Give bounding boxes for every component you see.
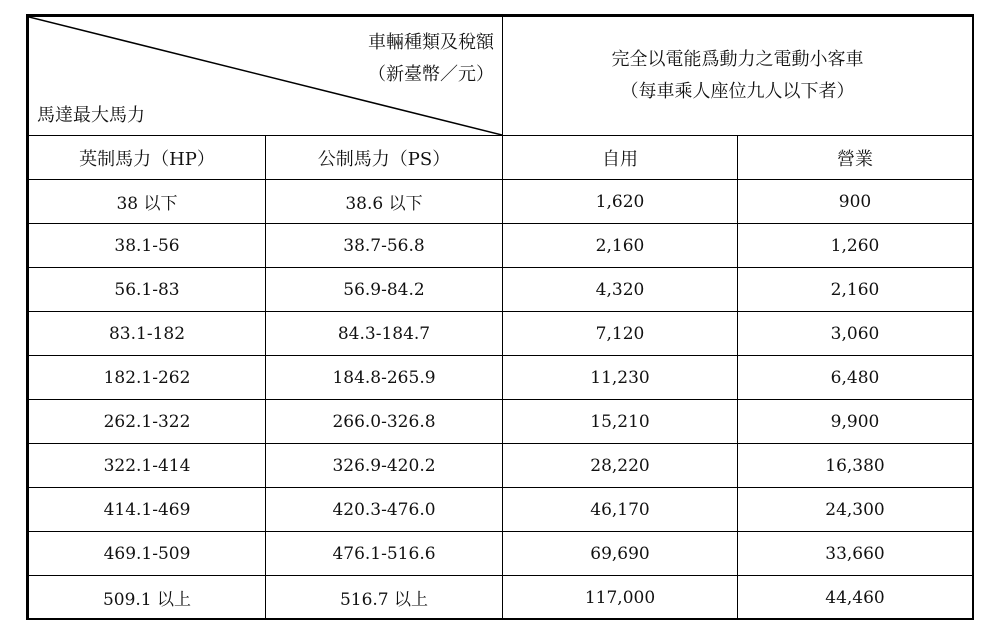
column-header-business: 營業 <box>738 136 973 180</box>
table-row <box>29 224 973 268</box>
cell-ps: 420.3-476.0 <box>266 488 503 532</box>
cell-business: 1,260 <box>738 224 973 268</box>
table-row <box>29 532 973 576</box>
cell-private: 1,620 <box>503 180 738 224</box>
cell-business: 3,060 <box>738 312 973 356</box>
table-row <box>29 268 973 312</box>
vehicle-type-line1: 完全以電能爲動力之電動小客車 <box>611 49 864 70</box>
cell-hp: 469.1-509 <box>29 532 266 576</box>
cell-business: 16,380 <box>738 444 973 488</box>
corner-top-line2: （新臺幣／元） <box>368 64 494 85</box>
cell-ps: 326.9-420.2 <box>266 444 503 488</box>
cell-ps: 56.9-84.2 <box>266 268 503 312</box>
cell-ps: 84.3-184.7 <box>266 312 503 356</box>
table-header-top-row <box>29 17 973 136</box>
cell-ps: 266.0-326.8 <box>266 400 503 444</box>
cell-private: 4,320 <box>503 268 738 312</box>
cell-hp: 414.1-469 <box>29 488 266 532</box>
cell-private: 7,120 <box>503 312 738 356</box>
table-row <box>29 180 973 224</box>
cell-ps: 38.7-56.8 <box>266 224 503 268</box>
column-header-private: 自用 <box>503 136 738 180</box>
cell-private: 11,230 <box>503 356 738 400</box>
cell-private: 69,690 <box>503 532 738 576</box>
table-row <box>29 356 973 400</box>
cell-hp: 83.1-182 <box>29 312 266 356</box>
corner-bottom-label: 馬達最大馬力 <box>37 105 145 126</box>
cell-private: 117,000 <box>503 576 738 620</box>
cell-private: 46,170 <box>503 488 738 532</box>
cell-business: 9,900 <box>738 400 973 444</box>
cell-ps: 516.7 以上 <box>266 576 503 620</box>
column-header-row <box>29 136 973 180</box>
cell-business: 33,660 <box>738 532 973 576</box>
cell-ps: 476.1-516.6 <box>266 532 503 576</box>
column-header-hp: 英制馬力（HP） <box>29 136 266 180</box>
table-row <box>29 576 973 620</box>
cell-business: 900 <box>738 180 973 224</box>
cell-hp: 509.1 以上 <box>29 576 266 620</box>
cell-business: 2,160 <box>738 268 973 312</box>
tax-table-container <box>26 14 974 620</box>
cell-private: 28,220 <box>503 444 738 488</box>
cell-hp: 38.1-56 <box>29 224 266 268</box>
cell-private: 15,210 <box>503 400 738 444</box>
diagonal-corner-cell <box>29 17 503 136</box>
table-row <box>29 488 973 532</box>
cell-hp: 38 以下 <box>29 180 266 224</box>
cell-business: 24,300 <box>738 488 973 532</box>
table-body <box>29 180 973 620</box>
table-row <box>29 444 973 488</box>
cell-business: 6,480 <box>738 356 973 400</box>
vehicle-type-line2: （每車乘人座位九人以下者） <box>620 81 855 102</box>
vehicle-type-header <box>503 17 973 136</box>
tax-table <box>28 16 973 620</box>
corner-top-label <box>368 27 494 91</box>
table-row <box>29 312 973 356</box>
cell-hp: 322.1-414 <box>29 444 266 488</box>
cell-private: 2,160 <box>503 224 738 268</box>
table-row <box>29 400 973 444</box>
cell-ps: 184.8-265.9 <box>266 356 503 400</box>
corner-top-line1: 車輛種類及稅額 <box>368 32 494 53</box>
cell-hp: 262.1-322 <box>29 400 266 444</box>
cell-hp: 182.1-262 <box>29 356 266 400</box>
cell-business: 44,460 <box>738 576 973 620</box>
cell-hp: 56.1-83 <box>29 268 266 312</box>
column-header-ps: 公制馬力（PS） <box>266 136 503 180</box>
cell-ps: 38.6 以下 <box>266 180 503 224</box>
